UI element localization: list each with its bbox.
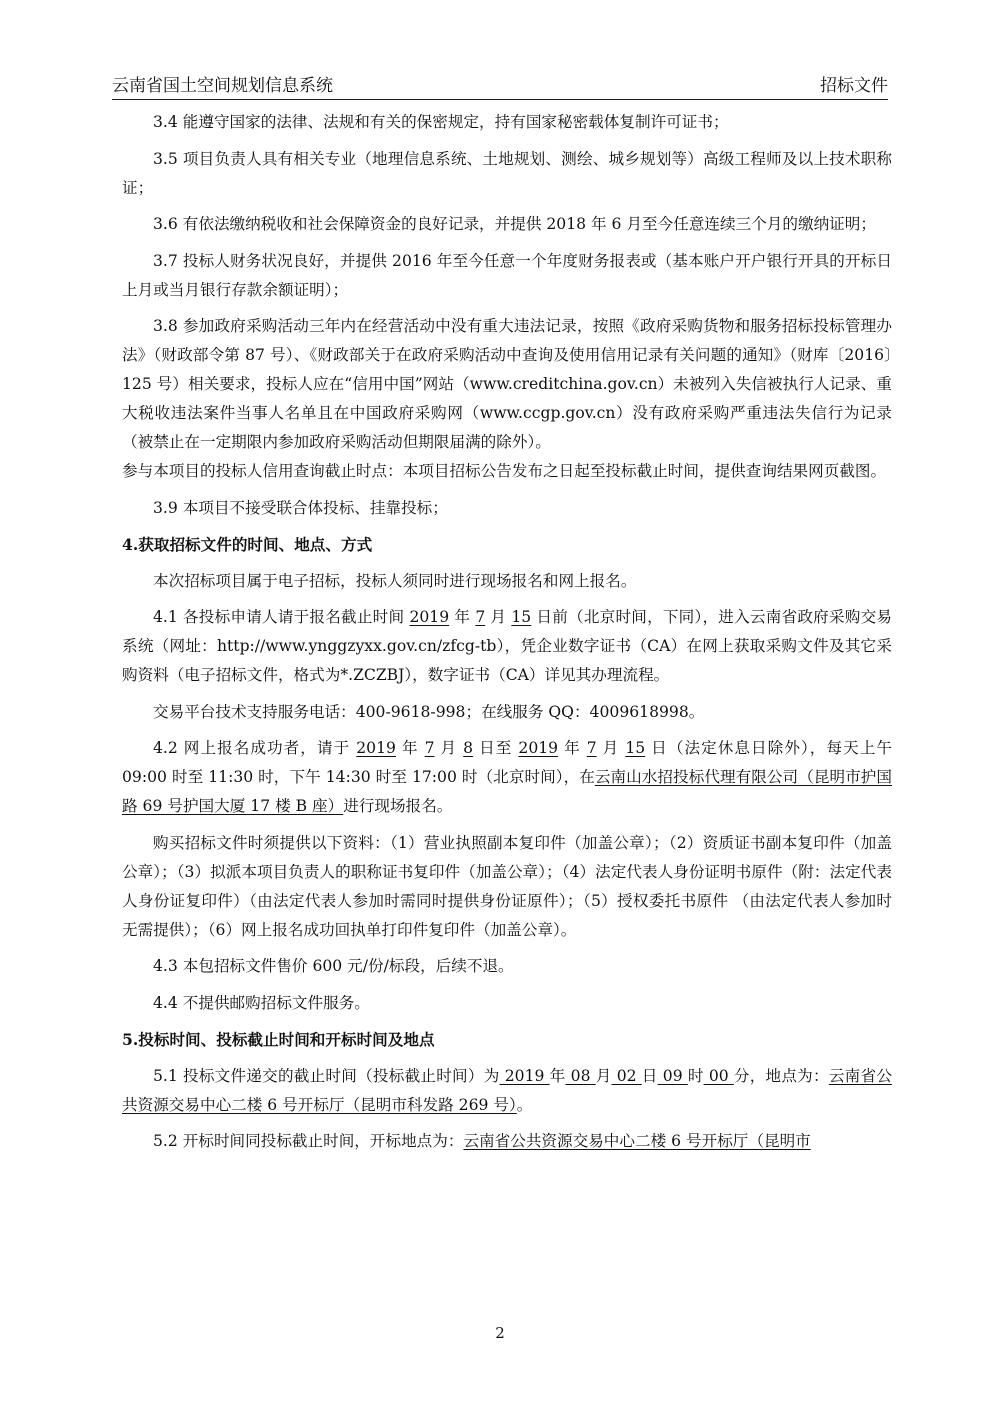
- paragraph-3-4: 3.4 能遵守国家的法律、法规和有关的保密规定，持有国家秘密载体复制许可证书；: [153, 113, 729, 131]
- bid-submission-place: 云南省公共资源交易中心二楼 6 号开标厅（昆明市科发路 269 号）: [122, 1066, 892, 1114]
- paragraph-3-8: 3.8 参加政府采购活动三年内在经营活动中没有重大违法记录，按照《政府采购货物和服务招标投标管理办法》（财政部令第 87 号）、《财政部关于在政府采购活动中查询及使用信用记录有关问题的通知》（财库〔2016〕125 号）相关要求，投标人应在“信用中国”网站（www.creditchina.gov.cn）未被列入失信被执行人记录、重大税收违法案件当事人名单且在中国政府采购网（www.ccgp.gov.cn）没有政府采购严重违法失信行为记录（被禁止在一定期限内参加政府采购活动但期限届满的除外）。: [122, 317, 892, 451]
- section-heading-4: 4.获取招标文件的时间、地点、方式: [122, 535, 373, 554]
- onsite-start-day: 8: [463, 739, 474, 757]
- paragraph-4-2: 4.2 网上报名成功者，请于 2019 年 7 月 8 日至 2019 年 7 月 15 日（法定休息日除外），每天上午 09:00 时至 11:30 时，下午 14:30 时至 17:00 时（北京时间），在云南山水招投标代理有限公司（昆明市护国路 69 号护国大厦 17 楼 B 座）进行现场报名。: [122, 739, 892, 815]
- bid-deadline-minute: 00: [703, 1066, 734, 1085]
- paragraph-3-9: 3.9 本项目不接受联合体投标、挂靠投标；: [153, 498, 448, 517]
- document-body: [122, 108, 892, 1164]
- document-title: 云南省国土空间规划信息系统: [112, 76, 333, 96]
- bid-deadline-year: 2019: [499, 1066, 550, 1085]
- paragraph-5-1: 5.1 投标文件递交的截止时间（投标截止时间）为 2019 年 08 月 02 日 09 时 00 分，地点为：云南省公共资源交易中心二楼 6 号开标厅（昆明市科发路 269 号）。: [122, 1066, 892, 1114]
- section-heading-5: 5.投标时间、投标截止时间和开标时间及地点: [122, 1030, 435, 1049]
- onsite-end-day: 15: [625, 739, 646, 757]
- bid-deadline-month: 08: [565, 1066, 596, 1085]
- bid-opening-place: 云南省公共资源交易中心二楼 6 号开标厅（昆明市: [463, 1132, 811, 1150]
- paragraph-4-3: 4.3 本包招标文件售价 600 元/份/标段，后续不退。: [153, 957, 514, 975]
- paragraph-4-4: 4.4 不提供邮购招标文件服务。: [153, 993, 370, 1012]
- paragraph-4-1-support: 交易平台技术支持服务电话：400-9618-998；在线服务 QQ：4009618998。: [153, 702, 705, 721]
- page-number: 2: [495, 1324, 505, 1342]
- paragraph-3-8-credit-query: 参与本项目的投标人信用查询截止时点：本项目招标公告发布之日起至投标截止时间，提供查询结果网页截图。: [122, 462, 887, 480]
- paragraph-3-5: 3.5 项目负责人具有相关专业（地理信息系统、土地规划、测绘、城乡规划等）高级工程师及以上技术职称证；: [122, 149, 892, 197]
- bid-deadline-hour: 09: [657, 1066, 688, 1085]
- registration-deadline-day: 15: [511, 608, 532, 626]
- onsite-registration-place: 云南山水招投标代理有限公司（昆明市护国路 69 号护国大厦 17 楼 B 座）: [122, 768, 892, 815]
- paragraph-5-2: 5.2 开标时间同投标截止时间，开标地点为：云南省公共资源交易中心二楼 6 号开标厅（昆明市: [153, 1132, 811, 1150]
- paragraph-3-6: 3.6 有依法缴纳税收和社会保障资金的良好记录，并提供 2018 年 6 月至今任意连续三个月的缴纳证明；: [153, 215, 876, 233]
- document-type: 招标文件: [820, 76, 888, 96]
- page-header: [112, 66, 888, 100]
- paragraph-3-7: 3.7 投标人财务状况良好，并提供 2016 年至今任意一个年度财务报表或（基本账户开户银行开具的开标日上月或当月银行存款余额证明）；: [122, 251, 892, 299]
- paragraph-4-1: 4.1 各投标申请人请于报名截止时间 2019 年 7 月 15 日前（北京时间，下同），进入云南省政府采购交易系统（网址：http://www.ynggzyxx.gov.cn/zfcg-tb），凭企业数字证书（CA）在网上获取采购文件及其它采购资料（电子招标文件，格式为*.ZCZBJ），数字证书（CA）详见其办理流程。: [122, 608, 892, 684]
- registration-deadline-month: 7: [475, 608, 486, 626]
- bid-deadline-day: 02: [611, 1066, 642, 1085]
- onsite-end-month: 7: [586, 739, 597, 757]
- onsite-start-year: 2019: [356, 739, 396, 757]
- paragraph-4-2-materials: 购买招标文件时须提供以下资料：（1）营业执照副本复印件（加盖公章）；（2）资质证书副本复印件（加盖公章）；（3）拟派本项目负责人的职称证书复印件（加盖公章）；（4）法定代表人身份证明书原件（附：法定代表人身份证复印件）（由法定代表人参加时需同时提供身份证原件）；（5）授权委托书原件 （由法定代表人参加时无需提供）；（6）网上报名成功回执单打印件复印件（加盖公章）。: [122, 833, 892, 939]
- onsite-end-year: 2019: [518, 739, 559, 757]
- registration-deadline-year: 2019: [409, 608, 450, 626]
- onsite-start-month: 7: [424, 739, 435, 757]
- paragraph-4-intro: 本次招标项目属于电子招标，投标人须同时进行现场报名和网上报名。: [153, 571, 637, 590]
